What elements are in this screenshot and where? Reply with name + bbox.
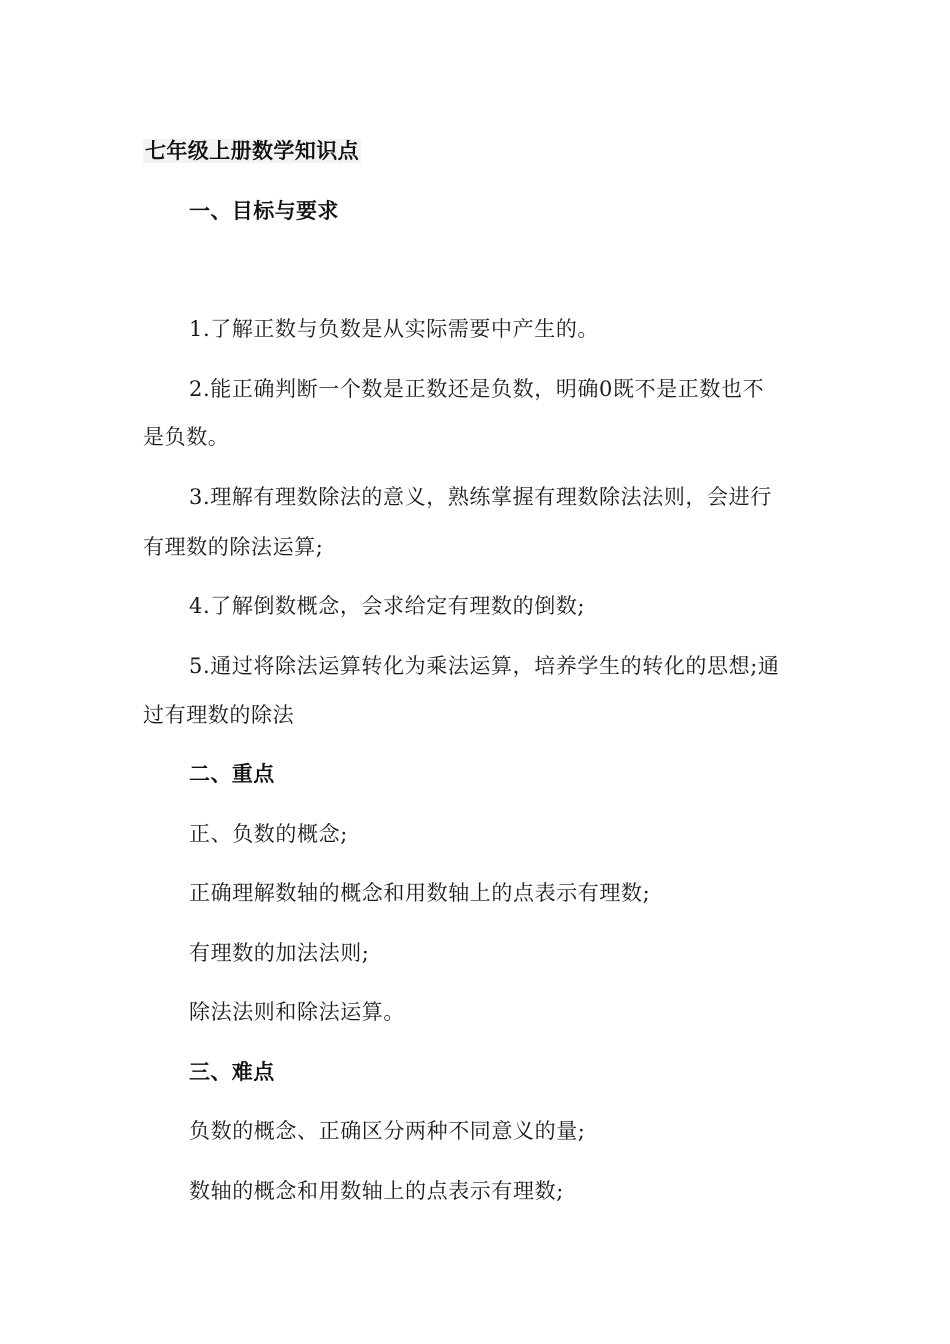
goal-item-5-line2: 过有理数的除法	[143, 703, 295, 727]
section-heading-difficulties: 三、难点	[189, 1060, 275, 1084]
key-point-2: 正确理解数轴的概念和用数轴上的点表示有理数;	[189, 881, 651, 905]
difficulty-1: 负数的概念、正确区分两种不同意义的量;	[189, 1119, 586, 1143]
section-heading-goals: 一、目标与要求	[189, 199, 339, 223]
goal-item-1: 1.了解正数与负数是从实际需要中产生的。	[189, 317, 600, 341]
key-point-3: 有理数的加法法则;	[189, 941, 370, 965]
goal-item-2-line1: 2.能正确判断一个数是正数还是负数，明确0既不是正数也不	[189, 377, 765, 401]
goal-item-2-line2: 是负数。	[143, 425, 230, 449]
key-point-1: 正、负数的概念;	[189, 822, 348, 846]
section-heading-key-points: 二、重点	[189, 762, 275, 786]
goal-item-3-line1: 3.理解有理数除法的意义，熟练掌握有理数除法法则，会进行	[189, 485, 772, 509]
goal-item-3-line2: 有理数的除法运算;	[143, 535, 324, 559]
goal-item-5-line1: 5.通过将除法运算转化为乘法运算，培养学生的转化的思想;通	[189, 654, 780, 678]
key-point-4: 除法法则和除法运算。	[189, 1000, 405, 1024]
goal-item-4: 4.了解倒数概念，会求给定有理数的倒数;	[189, 594, 586, 618]
difficulty-2: 数轴的概念和用数轴上的点表示有理数;	[189, 1179, 564, 1203]
document-title: 七年级上册数学知识点	[145, 139, 359, 163]
